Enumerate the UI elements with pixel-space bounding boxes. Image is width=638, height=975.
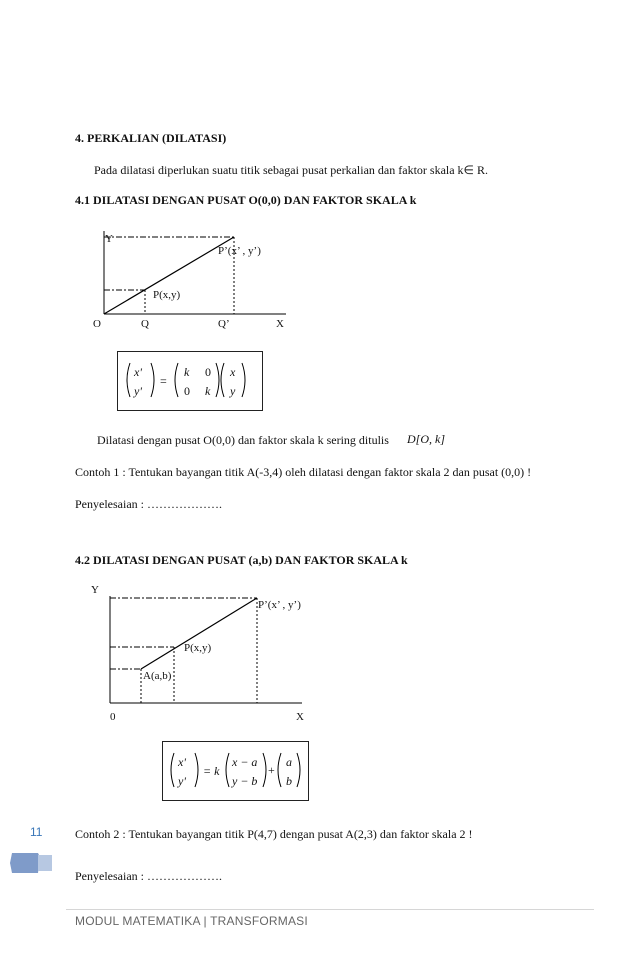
section-heading: 4. PERKALIAN (DILATASI) <box>75 131 227 145</box>
subsection-4-1-heading: 4.1 DILATASI DENGAN PUSAT O(0,0) DAN FAKTOR SKALA k <box>75 193 417 207</box>
matrix-2-plus: + <box>268 763 275 777</box>
matrix-2-equals-k: = k <box>203 764 220 778</box>
subsection-4-2-heading: 4.2 DILATASI DENGAN PUSAT (a,b) DAN FAKTOR SKALA k <box>75 553 408 567</box>
solution-1: Penyelesaian : ………………. <box>75 497 222 511</box>
footer-text: MODUL MATEMATIKA | TRANSFORMASI <box>75 914 308 928</box>
matrix-1-m22: k <box>205 384 211 398</box>
solution-2: Penyelesaian : ………………. <box>75 869 222 883</box>
page-number: 11 <box>30 825 43 839</box>
x-axis-label: X <box>276 318 284 330</box>
intro-text: Pada dilatasi diperlukan suatu titik sebagai pusat perkalian dan faktor skala k∈ R. <box>94 163 489 177</box>
dilation-notation-formula: D[O, k] <box>407 432 445 446</box>
q-label: Q <box>141 318 149 330</box>
dilation-notation-text: Dilatasi dengan pusat O(0,0) dan faktor skala k sering ditulis <box>97 433 389 447</box>
matrix-2-b: b <box>286 774 292 788</box>
p-label: P(x,y) <box>153 289 181 301</box>
p-prime-label-2: P’(x’ , y’) <box>258 599 301 611</box>
y-axis-label-2: Y <box>91 584 99 596</box>
y-axis-label: Y <box>105 233 113 245</box>
matrix-1-x: x <box>230 365 236 379</box>
matrix-1-x-prime: x' <box>134 365 142 379</box>
matrix-2-y-prime: y' <box>178 774 186 788</box>
matrix-1-m12: 0 <box>205 365 211 379</box>
example-2: Contoh 2 : Tentukan bayangan titik P(4,7) dengan pusat A(2,3) dan faktor skala 2 ! <box>75 827 473 841</box>
matrix-2-x-minus-a: x − a <box>232 755 258 769</box>
q-prime-label: Q’ <box>218 318 230 330</box>
x-axis-label-2: X <box>296 711 304 723</box>
matrix-2-y-minus-b: y − b <box>232 774 258 788</box>
origin-label-2: 0 <box>110 711 116 723</box>
matrix-1-m21: 0 <box>184 384 190 398</box>
matrix-1-y: y <box>230 384 236 398</box>
p-prime-label: P’(x’ , y’) <box>218 245 261 257</box>
matrix-1-m11: k <box>184 365 190 379</box>
example-1: Contoh 1 : Tentukan bayangan titik A(-3,4) oleh dilatasi dengan faktor skala 2 dan pusat (0,0) ! <box>75 465 532 479</box>
footer-divider <box>66 909 594 910</box>
a-label: A(a,b) <box>143 670 172 682</box>
matrix-2-a: a <box>286 755 292 769</box>
p-label-2: P(x,y) <box>184 642 212 654</box>
matrix-2-x-prime: x' <box>178 755 186 769</box>
matrix-1-y-prime: y' <box>134 384 142 398</box>
matrix-1-equals: = <box>160 374 167 388</box>
origin-label: O <box>93 318 101 330</box>
